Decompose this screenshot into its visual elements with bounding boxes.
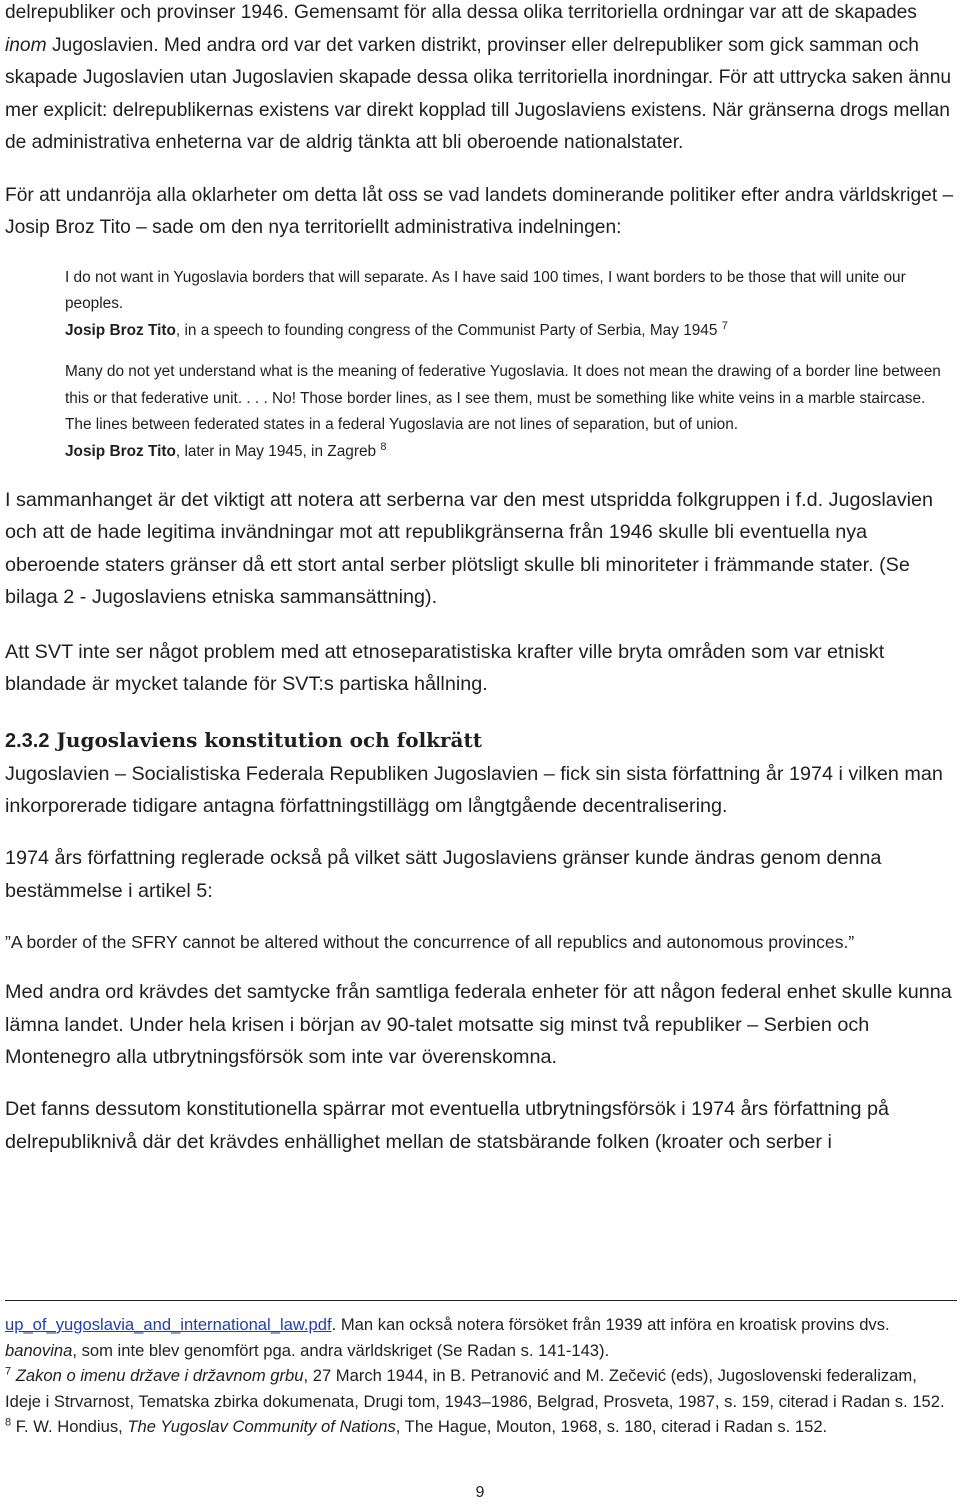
- paragraph-8-text: Med andra ord krävdes det samtycke från samtliga federala enheter för att någon federal enhet skulle kunna lämna landet. Under hela krisen i början av 90-talet motsatte sig minst två republiker – Serbien och Montenegro alla utbrytningsförsök som inte var överenskomna.: [5, 981, 952, 1068]
- page-number: 9: [475, 1484, 485, 1501]
- paragraph-9-text: Det fanns dessutom konstitutionella spärrar mot eventuella utbrytningsförsök i 1974 års författning på delrepubliknivå där det krävdes enhällighet mellan de statsbärande folken (kroater och serber i: [5, 1098, 890, 1153]
- section-number: 2.3.2: [5, 729, 50, 752]
- footnote-7: [5, 1363, 955, 1414]
- quote-1: [65, 265, 955, 345]
- quote-1-attribution: [65, 318, 955, 345]
- footnote-continued-text-b: , som inte blev genomfört pga. andra världskriget (Se Radan s. 141-143).: [72, 1340, 610, 1360]
- quote-block-1: [5, 265, 955, 345]
- footnote-8-text: , The Hague, Mouton, 1968, s. 180, citerad i Radan s. 152.: [395, 1417, 828, 1437]
- quote-1-author: Josip Broz Tito: [65, 322, 176, 340]
- quote-2-attribution: [65, 439, 955, 466]
- footnote-8-title: The Yugoslav Community of Nations: [127, 1417, 396, 1437]
- paragraph-7-quote: [5, 929, 955, 956]
- paragraph-4: [5, 636, 955, 701]
- paragraph-5: [5, 758, 955, 823]
- paragraph-1-text: delrepubliker och provinser 1946. Gemensamt för alla dessa olika territoriella ordningar var att de skapades: [5, 2, 917, 23]
- quote-block-2: [5, 359, 955, 466]
- footnote-continued-text-a: . Man kan också notera försöket från 1939 att införa en kroatisk provins dvs.: [331, 1315, 890, 1334]
- paragraph-1: [5, 0, 955, 160]
- paragraph-2: [5, 180, 955, 245]
- paragraph-1-italic: inom: [5, 34, 47, 56]
- paragraph-6: [5, 842, 955, 907]
- quote-2-source: , later in May 1945, in Zagreb: [175, 443, 377, 461]
- footnote-continued: [5, 1312, 955, 1363]
- paragraph-8: [5, 976, 955, 1073]
- quote-2-author: Josip Broz Tito: [65, 443, 176, 461]
- footnote-divider: [5, 1300, 957, 1301]
- paragraph-6-text: 1974 års författning reglerade också på vilket sätt Jugoslaviens gränser kunde ändras genom denna bestämmelse i artikel 5:: [5, 847, 882, 902]
- quote-1-source: , in a speech to founding congress of the Communist Party of Serbia, May 1945: [175, 322, 718, 340]
- footnote-7-text: , 27 March 1944, in B. Petranović and M. Zečević (eds), Jugoslovenski federalizam, Ideje i Strvarnost, Tematska zbirka dokumenata, Drugi tom, 1943–1986, Belgrad, Prosveta, 1987, s. 159, citerad i Radan s. 152.: [5, 1366, 945, 1411]
- section-title: Jugoslaviens konstitution och folkrätt: [56, 727, 482, 752]
- footnote-link[interactable]: up_of_yugoslavia_and_international_law.pdf: [5, 1315, 332, 1334]
- quote-2-text: Many do not yet understand what is the meaning of federative Yugoslavia. It does not mean the drawing of a border line between this or that federative unit. . . . No! Those border lines, as I see them, must be something like white veins in a marble staircase. The lines between federated states in a federal Yugoslavia are not lines of separation, but of union.: [65, 362, 941, 434]
- footnotes: [5, 1312, 955, 1440]
- document-page: [5, 0, 955, 1158]
- footnote-8: [5, 1414, 955, 1440]
- footnote-ref-8[interactable]: 8: [380, 441, 387, 454]
- footnote-7-number: 7: [5, 1365, 12, 1378]
- paragraph-3: [5, 484, 955, 614]
- footnote-8-author: F. W. Hondius,: [15, 1417, 123, 1437]
- quote-1-text: I do not want in Yugoslavia borders that will separate. As I have said 100 times, I want borders to be those that will unite our peoples.: [65, 268, 906, 313]
- footnote-7-title: Zakon o imenu države i državnom grbu: [15, 1366, 304, 1386]
- section-heading: [5, 725, 955, 756]
- quote-2: [65, 359, 955, 466]
- paragraph-4-text: Att SVT inte ser något problem med att etnoseparatistiska krafter ville bryta områden som var etniskt blandade är mycket talande för SVT:s partiska hållning.: [5, 640, 885, 696]
- footnote-8-number: 8: [5, 1416, 12, 1429]
- paragraph-5-text: Jugoslavien – Socialistiska Federala Republiken Jugoslavien – fick sin sista författning år 1974 i vilken man inkorporerade tidigare antagna författningstillägg om långtgående decentralisering.: [5, 762, 943, 817]
- paragraph-3-text: I sammanhanget är det viktigt att notera att serberna var den mest utspridda folkgruppen i f.d. Jugoslavien och att de hade legitima invändningar mot att republikgränserna från 1946 skulle bli eventuella nya oberoende staters gränser då ett stort antal serber plötsligt skulle bli minoriteter i främmande stater. (Se bilaga 2 - Jugoslaviens etniska sammansättning).: [5, 489, 934, 609]
- paragraph-1-cont: Jugoslavien. Med andra ord var det varken distrikt, provinser eller delrepubliker som gick samman och skapade Jugoslavien utan Jugoslavien skapade dessa olika territoriella inordningar. För att uttrycka saken ännu mer explicit: delrepublikernas existens var direkt kopplad till Jugoslaviens existens. När gränserna drogs mellan de administrativa enheterna var de aldrig tänkta att bli oberoende nationalstater.: [5, 34, 952, 153]
- paragraph-2-text: För att undanröja alla oklarheter om detta låt oss se vad landets dominerande politiker efter andra världskriget – Josip Broz Tito – sade om den nya territoriellt administrativa indelningen:: [5, 184, 954, 238]
- footnote-ref-7[interactable]: 7: [721, 319, 728, 332]
- footnote-continued-italic: banovina: [5, 1340, 73, 1360]
- paragraph-7-text: ”A border of the SFRY cannot be altered without the concurrence of all republics and autonomous provinces.”: [5, 932, 855, 953]
- paragraph-9: [5, 1093, 955, 1158]
